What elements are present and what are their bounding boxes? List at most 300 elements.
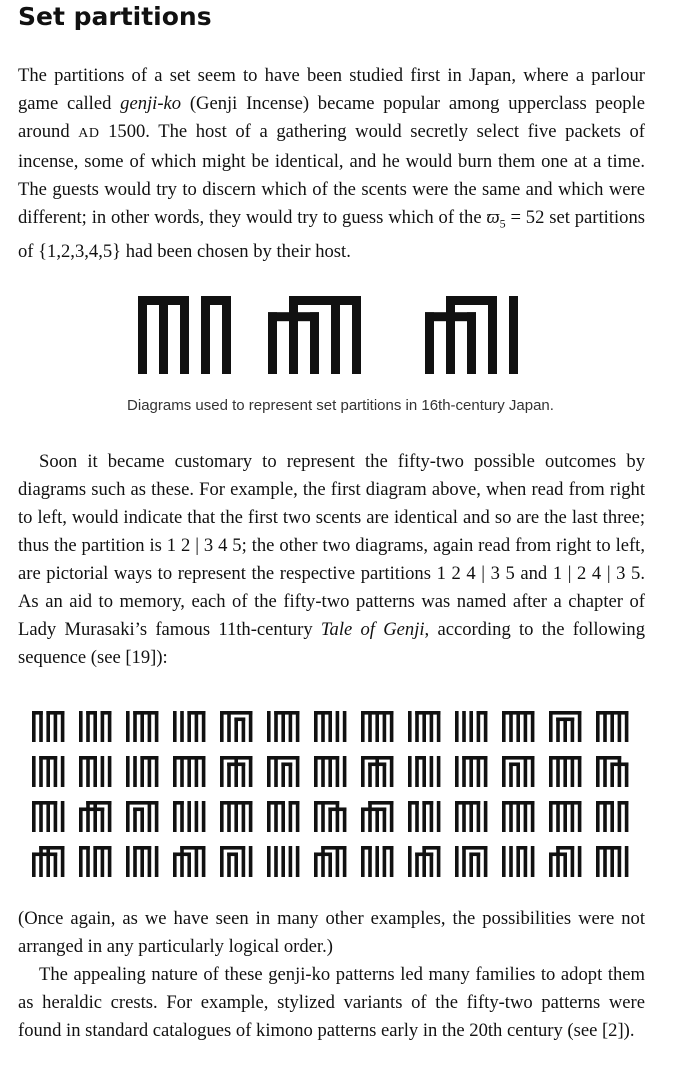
diagram-crossbar [79, 807, 104, 811]
genji-pattern [79, 846, 111, 877]
genji-pattern [32, 756, 64, 787]
genji-pattern [408, 756, 440, 787]
diagram-bar [455, 846, 459, 877]
diagram-bar [625, 801, 629, 832]
diagram-bar [314, 711, 318, 742]
diagram-bar [437, 801, 441, 832]
diagram-bar [61, 801, 65, 832]
diagram-bar [415, 756, 419, 787]
diagram-bar [596, 846, 600, 877]
diagram-bar [274, 711, 278, 742]
genji-pattern [32, 846, 64, 877]
diagram-bar [148, 756, 152, 787]
diagram-crossbar [274, 711, 299, 715]
diagram-bar [249, 846, 253, 877]
diagram-bar [61, 846, 65, 877]
diagram-bar [502, 711, 506, 742]
diagram-bar [549, 756, 553, 787]
diagram-bar [289, 762, 293, 787]
diagram-bar [296, 846, 300, 877]
diagram-bar [249, 711, 253, 742]
diagram-bar [610, 801, 614, 832]
diagram-bar [133, 756, 137, 787]
diagram-bar [437, 756, 441, 787]
diagram-bar [296, 711, 300, 742]
diagram-bar [596, 711, 600, 742]
genji-pattern [549, 801, 581, 832]
diagram-bar [524, 756, 528, 787]
diagram-bar [126, 711, 130, 742]
diagram-bar [516, 711, 520, 742]
diagram-bar [368, 801, 372, 832]
diagram-bar [524, 711, 528, 742]
diagram-bar [126, 846, 130, 877]
genji-pattern-grid [0, 705, 681, 885]
diagram-bar [32, 756, 36, 787]
diagram-bar [625, 762, 629, 787]
diagram-bar [578, 756, 582, 787]
diagram-bar [32, 801, 36, 832]
diagram-bar [220, 756, 224, 787]
diagram-bar [610, 711, 614, 742]
genji-pattern [361, 801, 393, 832]
diagram-bar [267, 756, 271, 787]
diagram-bar [46, 846, 50, 877]
diagram-bar [328, 711, 332, 742]
genji-pattern [361, 846, 393, 877]
genji-pattern [32, 801, 64, 832]
partition-3: 1 | 2 4 | 3 5 [552, 563, 641, 584]
genji-pattern [220, 801, 252, 832]
diagram-bar [563, 717, 567, 742]
diagram-bar [368, 846, 372, 877]
diagram-bar [148, 711, 152, 742]
diagram-bar [462, 801, 466, 832]
diagram-bar [462, 711, 466, 742]
diagram-bar [180, 756, 184, 787]
diagram-bar [502, 846, 506, 877]
diagram-bar [571, 717, 575, 742]
diagram-bar [180, 711, 184, 742]
diagram-bar [140, 756, 144, 787]
diagram-bar [79, 807, 83, 832]
diagram-bar [390, 801, 394, 832]
diagram-bar [310, 312, 319, 374]
diagram-bar [462, 756, 466, 787]
diagram-bar [314, 756, 318, 787]
diagram-bar [415, 852, 419, 877]
diagram-bar [467, 312, 476, 374]
diagram-bar [408, 846, 412, 877]
diagram-bar [249, 801, 253, 832]
diagram-bar [571, 801, 575, 832]
diagram-bar [140, 807, 144, 832]
genji-pattern [173, 846, 205, 877]
diagram-bar [343, 807, 347, 832]
diagram-bar [46, 801, 50, 832]
diagram-bar [108, 756, 112, 787]
diagram-crossbar [126, 801, 158, 805]
diagram-bar [54, 852, 58, 877]
diagram-bar [578, 711, 582, 742]
diagram-bar [610, 762, 614, 787]
diagram-bar [375, 846, 379, 877]
diagram-bar [375, 711, 379, 742]
diagram-crossbar [133, 711, 158, 715]
diagram-bar [242, 717, 246, 742]
diagram-bar [484, 756, 488, 787]
diagram-bar [195, 756, 199, 787]
diagram-bar [437, 711, 441, 742]
diagram-bar [195, 801, 199, 832]
diagram-bar [195, 846, 199, 877]
diagram-bar [220, 711, 224, 742]
diagram-bar [227, 711, 231, 742]
genji-pattern [408, 801, 440, 832]
genji-pattern [173, 756, 205, 787]
genji-pattern [267, 846, 299, 877]
diagram-bar [531, 711, 535, 742]
order-note-paragraph: (Once again, as we have seen in many other examples, the possibilities were not arranged in any particularly logical order.) [18, 908, 645, 957]
diagram-bar [93, 756, 97, 787]
diagram-bar [222, 296, 231, 374]
genji-pattern [455, 846, 487, 877]
diagram-bar [86, 801, 90, 832]
diagram-bar [484, 801, 488, 832]
genji-pattern [220, 756, 252, 787]
diagram-bar [39, 756, 43, 787]
diagram-crossbar [368, 801, 393, 805]
diagram-bar [108, 711, 112, 742]
diagram-bar [140, 846, 144, 877]
diagram-bar [477, 852, 481, 877]
diagram-bar [220, 846, 224, 877]
diagram-bar [289, 846, 293, 877]
diagram-bar [289, 711, 293, 742]
diagram-bar [274, 756, 278, 787]
diagram-bar [368, 762, 372, 787]
genji-pattern [126, 711, 158, 742]
diagram-crossbar [32, 801, 57, 805]
genji-pattern [32, 711, 64, 742]
diagram-bar [187, 711, 191, 742]
diagram-bar [618, 801, 622, 832]
diagram-bar [437, 846, 441, 877]
diagram-bar [477, 711, 481, 742]
diagram-bar [54, 711, 58, 742]
diagram-bar [32, 852, 36, 877]
page-title: Set partitions [18, 2, 212, 31]
diagram-bar [86, 711, 90, 742]
diagram-bar [455, 756, 459, 787]
diagram-bar [173, 801, 177, 832]
diagram-bar [46, 756, 50, 787]
genji-pattern [502, 801, 534, 832]
diagram-bar [126, 801, 130, 832]
diagram-bar [268, 312, 277, 374]
diagram-bar [138, 296, 147, 374]
diagram-crossbar [462, 846, 487, 850]
diagram-bar [242, 762, 246, 787]
diagram-bar [187, 756, 191, 787]
diagram-bar [415, 801, 419, 832]
diagram-bar [274, 846, 278, 877]
diagram-bar [509, 711, 513, 742]
diagram-bar [343, 846, 347, 877]
diagram-bar [39, 846, 43, 877]
diagram-bar [202, 711, 206, 742]
diagram-bar [455, 711, 459, 742]
diagram-crossbar [415, 711, 440, 715]
diagram-bar [408, 711, 412, 742]
diagram-bar [430, 711, 434, 742]
diagram-bar [54, 756, 58, 787]
diagram-bar [477, 801, 481, 832]
diagram-bar [469, 711, 473, 742]
diagram-bar [234, 852, 238, 877]
diagram-bar [343, 711, 347, 742]
genji-pattern [220, 846, 252, 877]
diagram-crossbar [267, 756, 299, 760]
diagram-bar [321, 801, 325, 832]
diagram-crossbar [86, 801, 111, 805]
diagram-bar [187, 852, 191, 877]
genji-pattern [267, 711, 299, 742]
diagram-bar [603, 711, 607, 742]
diagram-bar [227, 852, 231, 877]
diagram-bar [140, 711, 144, 742]
diagram-bar [336, 846, 340, 877]
diagram-bar [352, 296, 361, 374]
genji-pattern [220, 711, 252, 742]
diagram-bar [375, 807, 379, 832]
genji-pattern [267, 801, 299, 832]
explanation-paragraph: Soon it became customary to represent the fifty-two possible outcomes by diagrams such as these. For example, the first diagram above, when read from right to left, would indicate that the first two scents are identical and so are the last three; thus the partition is 1 2 | 3 4 5; the other two diagrams, again read from right to left, are pictorial ways to represent the respective partitions 1 2 4 | 3 5 and 1 | 2 4 | 3 5. As an aid to memory, each of the fifty-two patterns was named after a chapter of Lady Murasaki’s famous 11th-century Tale of Genji, according to the following sequence (see [19]): [18, 451, 646, 668]
diagram-bar [361, 711, 365, 742]
genji-pattern [596, 711, 628, 742]
diagram-bar [267, 801, 271, 832]
diagram-bar [93, 801, 97, 832]
diagram-bar [469, 801, 473, 832]
diagram-bar [249, 756, 253, 787]
genji-pattern [173, 801, 205, 832]
diagram-crossbar [220, 846, 245, 850]
diagram-bar [173, 711, 177, 742]
genji-pattern [596, 756, 628, 787]
book-title: Tale of Genji [320, 619, 425, 640]
diagram-bar [336, 756, 340, 787]
diagram-bar [133, 711, 137, 742]
era-abbrev: AD [78, 126, 100, 141]
diagram-bar [556, 846, 560, 877]
genji-pattern [126, 801, 158, 832]
genji-pattern [408, 711, 440, 742]
diagram-crossbar [314, 756, 339, 760]
figure-caption: Diagrams used to represent set partitions in 16th-century Japan. [127, 397, 554, 414]
genji-pattern [549, 711, 581, 742]
diagram-bar [234, 801, 238, 832]
diagram-bar [516, 762, 520, 787]
genji-pattern [126, 846, 158, 877]
diagram-crossbar [32, 852, 57, 856]
diagram-crossbar [596, 756, 621, 760]
diagram-bar [524, 846, 528, 877]
genji-pattern [549, 846, 581, 877]
diagram-bar [281, 801, 285, 832]
diagram-bar [202, 846, 206, 877]
diagram-bar [430, 756, 434, 787]
diagram-bar [101, 807, 105, 832]
diagram-bar [509, 296, 518, 374]
diagram-bar [331, 296, 340, 374]
diagram-bar [267, 711, 271, 742]
genji-pattern [408, 846, 440, 877]
diagram-bar [281, 711, 285, 742]
diagram-bar [133, 807, 137, 832]
diagram-bar [328, 756, 332, 787]
diagram-bar [32, 711, 36, 742]
diagram-bar [455, 801, 459, 832]
diagram-bar [563, 756, 567, 787]
diagram-bar [101, 846, 105, 877]
diagram-bar [422, 801, 426, 832]
diagram-bar [180, 296, 189, 374]
diagram-bar [625, 711, 629, 742]
diagram-bar [159, 296, 168, 374]
genji-pattern [314, 846, 346, 877]
genji-pattern [314, 801, 346, 832]
diagram-bar [596, 756, 600, 787]
diagram-crossbar [39, 846, 64, 850]
bell-subscript: 5 [499, 216, 506, 231]
diagram-bar [502, 801, 506, 832]
diagram-bar [155, 846, 159, 877]
genji-pattern [502, 846, 534, 877]
diagram-bar [531, 801, 535, 832]
diagram-bar [422, 756, 426, 787]
diagram-bar [133, 846, 137, 877]
genji-pattern [267, 756, 299, 787]
diagram-bar [126, 756, 130, 787]
diagram-bar [477, 756, 481, 787]
diagram-bar [155, 756, 159, 787]
intro-paragraph: The partitions of a set seem to have been studied first in Japan, where a parlour game called genji-ko (Genji Incense) became popular among upperclass people around AD 1500. The host of a gathering would secretly select five packets of incense, some of which might be identical, and he would burn them one at a time. The guests would try to discern which of the scents were the same and which were different; in other words, they would try to guess which of the $ϖ_5 = 52$ set partitions of {1,2,3,4,5} had been chosen by their host. [18, 65, 645, 262]
diagram-bar [39, 711, 43, 742]
diagram-crossbar [455, 801, 480, 805]
diagram-bar [383, 807, 387, 832]
genji-pattern [79, 801, 111, 832]
diagram-bar [202, 801, 206, 832]
diagram-bar [549, 801, 553, 832]
diagram-bar [618, 756, 622, 787]
diagram-bar [220, 801, 224, 832]
diagram-crossbar [502, 756, 534, 760]
genji-pattern [79, 756, 111, 787]
genji-pattern [549, 756, 581, 787]
diagram-bar [509, 801, 513, 832]
diagram-bar [336, 801, 340, 832]
diagram-bar [93, 846, 97, 877]
diagram-bar [314, 852, 318, 877]
diagram-bar [46, 711, 50, 742]
diagram-bar [321, 711, 325, 742]
diagram-bar [108, 801, 112, 832]
genji-pattern [455, 801, 487, 832]
diagram-bar [488, 296, 497, 374]
diagram-bar [516, 846, 520, 877]
diagram-bar [296, 756, 300, 787]
genji-pattern [126, 756, 158, 787]
diagram-bar [390, 846, 394, 877]
diagram-bar [93, 711, 97, 742]
diagram-bar [242, 801, 246, 832]
diagram-bar [79, 711, 83, 742]
diagram-bar [618, 711, 622, 742]
diagram-bar [314, 801, 318, 832]
diagram-bar [336, 711, 340, 742]
diagram-bar [571, 846, 575, 877]
diagram-bar [469, 756, 473, 787]
diagram-bar [201, 296, 210, 374]
genji-pattern [596, 846, 628, 877]
diagram-crossbar [220, 711, 252, 715]
diagram-bar [202, 756, 206, 787]
diagram-bar [390, 756, 394, 787]
bell-symbol: ϖ [486, 207, 500, 228]
diagram-bar [422, 846, 426, 877]
diagram-bar [173, 852, 177, 877]
diagram-bar [173, 756, 177, 787]
diagram-bar [531, 756, 535, 787]
diagram-bar [603, 801, 607, 832]
diagram-bar [509, 846, 513, 877]
game-name: genji-ko [120, 93, 182, 114]
partition-2: 1 2 4 | 3 5 [436, 563, 515, 584]
diagram-bar [516, 801, 520, 832]
diagram-bar [415, 711, 419, 742]
diagram-bar [422, 711, 426, 742]
diagram-bar [368, 711, 372, 742]
diagram-bar [187, 801, 191, 832]
diagram-bar [101, 711, 105, 742]
diagram-bar [155, 711, 159, 742]
diagram-bar [563, 801, 567, 832]
genji-diagram [425, 296, 518, 374]
diagram-crossbar [180, 846, 205, 850]
diagram-bar [180, 846, 184, 877]
diagram-bar [54, 801, 58, 832]
diagram-bar [195, 711, 199, 742]
diagram-bar [61, 756, 65, 787]
diagram-bar [383, 711, 387, 742]
genji-pattern [314, 711, 346, 742]
diagram-bar [321, 756, 325, 787]
crests-paragraph: The appealing nature of these genji-ko patterns led many families to adopt them as heraldic crests. For example, stylized variants of the fifty-two patterns were found in standard catalogues of kimono patterns early in the 20th century (see [2]). [18, 964, 645, 1041]
diagram-bar [227, 801, 231, 832]
diagram-bar [79, 756, 83, 787]
diagram-bar [267, 846, 271, 877]
diagram-bar [148, 846, 152, 877]
diagram-crossbar [314, 801, 339, 805]
diagram-bar [571, 756, 575, 787]
diagram-bar [524, 801, 528, 832]
diagram-crossbar [549, 711, 581, 715]
genji-diagram [268, 296, 361, 374]
diagram-bar [148, 801, 152, 832]
genji-pattern [79, 711, 111, 742]
diagram-bar [531, 846, 535, 877]
diagram-bar [155, 801, 159, 832]
